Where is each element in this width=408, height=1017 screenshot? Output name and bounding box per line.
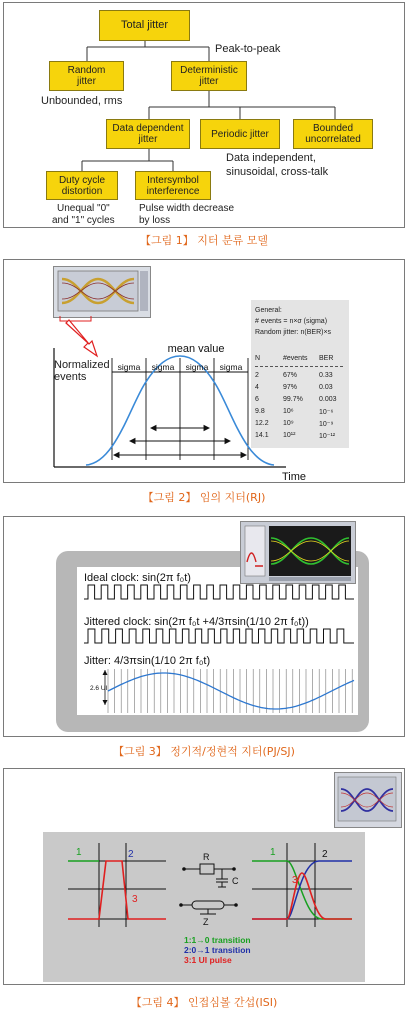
fig4-caption: 【그림 4】 인접심볼 간섭(ISI) xyxy=(130,996,278,1009)
table-cell: 10⁻⁶ xyxy=(319,409,334,416)
table-cell: 0.03 xyxy=(319,384,333,391)
fig2-caption: 【그림 2】 임의 지터(RJ) xyxy=(142,491,266,504)
capacitor-label: C xyxy=(232,876,239,886)
table-cell: 10⁻¹² xyxy=(319,433,336,440)
table-divider xyxy=(255,366,343,367)
right-blue-trace xyxy=(252,861,352,919)
table-cell: 10¹² xyxy=(283,432,296,439)
node-data-dependent-jitter: Data dependent jitter xyxy=(106,119,190,149)
node-periodic-jitter: Periodic jitter xyxy=(200,119,280,149)
jittered-clock-wave xyxy=(84,629,354,643)
table-header-ber: BER xyxy=(319,355,334,362)
fig1-caption: 【그림 1】 지터 분류 모델 xyxy=(140,234,268,247)
table-cell: 0.33 xyxy=(319,372,333,379)
table-row xyxy=(255,408,347,420)
sigma-label-1: sigma xyxy=(117,362,141,372)
table-row xyxy=(255,432,347,444)
jittered-clock-label: Jittered clock: sin(2π f₀t +4/3πsin(1/10 2π f₀t)) xyxy=(84,616,309,628)
general-line-3: Random jitter: n(BER)×s xyxy=(255,329,332,336)
table-header-events: #events xyxy=(283,355,308,362)
table-cell: 10⁻⁹ xyxy=(319,421,334,428)
ideal-clock-wave xyxy=(84,585,354,599)
table-cell: 99.7% xyxy=(283,396,303,403)
table-cell: 6 xyxy=(255,396,259,403)
table-cell: 2 xyxy=(255,372,259,379)
table-header-n: N xyxy=(255,355,261,362)
label-unequal-cycles: Unequal "0" and "1" cycles xyxy=(52,203,115,226)
resistor-label: R xyxy=(203,852,210,862)
jitter-label: Jitter: 4/3πsin(1/10 2π f₀t) xyxy=(84,655,211,667)
periodic-jitter-chart xyxy=(4,517,406,738)
node-bounded-uncorrelated: Bounded uncorrelated xyxy=(293,119,373,149)
sigma-label-2: sigma xyxy=(151,362,175,372)
table-row xyxy=(255,372,347,384)
table-cell: 12.2 xyxy=(255,420,269,427)
table-cell: 14.1 xyxy=(255,432,269,439)
general-line-2: # events = n×σ (sigma) xyxy=(255,318,328,325)
general-line-1: General: xyxy=(255,307,282,314)
label-unbounded-rms: Unbounded, rms xyxy=(41,95,123,107)
amplitude-label: 2.6 UI xyxy=(90,685,108,692)
zoom-bracket xyxy=(60,316,91,321)
statistics-table xyxy=(251,300,349,448)
node-duty-cycle-distortion: Duty cycle distortion xyxy=(46,171,118,200)
zoom-arrow-icon xyxy=(66,320,97,356)
node-deterministic-jitter: Deterministic jitter xyxy=(171,61,247,91)
sigma-label-3: sigma xyxy=(185,362,209,372)
label-1-right: 1 xyxy=(270,847,276,858)
table-cell: 10⁹ xyxy=(283,420,294,427)
impedance-label: Z xyxy=(203,917,209,927)
label-3-right: 3 xyxy=(292,875,298,886)
fig4-panel xyxy=(3,768,405,985)
left-red-pulse xyxy=(68,861,166,919)
jitter-sine-curve xyxy=(108,673,354,709)
table-row xyxy=(255,420,347,432)
fig2-panel xyxy=(3,259,405,483)
label-pulse-width: Pulse width decrease by loss xyxy=(139,203,235,226)
legend-green: 1:1→0 transition xyxy=(184,935,251,945)
node-random-jitter: Random jitter xyxy=(49,61,124,91)
label-data-independent: Data independent, sinusoidal, cross-talk xyxy=(226,152,329,178)
label-1-left: 1 xyxy=(76,847,82,858)
node-total-jitter: Total jitter xyxy=(99,10,190,41)
ideal-clock-label: Ideal clock: sin(2π f₀t) xyxy=(84,572,191,584)
mean-value-label: mean value xyxy=(167,343,225,355)
table-cell: 9.8 xyxy=(255,408,265,415)
legend-red: 3:1 UI pulse xyxy=(184,955,232,965)
table-cell: 97% xyxy=(283,384,298,391)
table-row xyxy=(255,396,347,408)
fig1-panel xyxy=(3,2,405,228)
isi-diagram xyxy=(4,769,406,986)
label-2-right: 2 xyxy=(322,849,328,860)
sigma-label-4: sigma xyxy=(219,362,243,372)
fig3-panel xyxy=(3,516,405,737)
right-green-trace xyxy=(252,861,352,919)
table-cell: 4 xyxy=(255,384,259,391)
table-cell: 0.003 xyxy=(319,396,337,403)
time-axis-label: Time xyxy=(282,471,307,483)
node-intersymbol-interference: Intersymbol interference xyxy=(135,171,211,200)
amplitude-arrow-bottom xyxy=(103,700,108,705)
normalized-events-label: Normalized events xyxy=(54,359,110,383)
label-2-left: 2 xyxy=(128,849,134,860)
legend-blue: 2:0→1 transition xyxy=(184,945,251,955)
table-row xyxy=(255,384,347,396)
rc-circuit xyxy=(184,864,234,887)
table-cell: 10⁶ xyxy=(283,408,294,415)
amplitude-arrow-top xyxy=(103,670,108,675)
transmission-line xyxy=(181,901,236,914)
label-peak-to-peak: Peak-to-peak xyxy=(215,43,281,55)
fig3-caption: 【그림 3】 정기적/정현적 지터(PJ/SJ) xyxy=(113,745,295,758)
table-cell: 67% xyxy=(283,372,298,379)
label-3-left: 3 xyxy=(132,894,138,905)
